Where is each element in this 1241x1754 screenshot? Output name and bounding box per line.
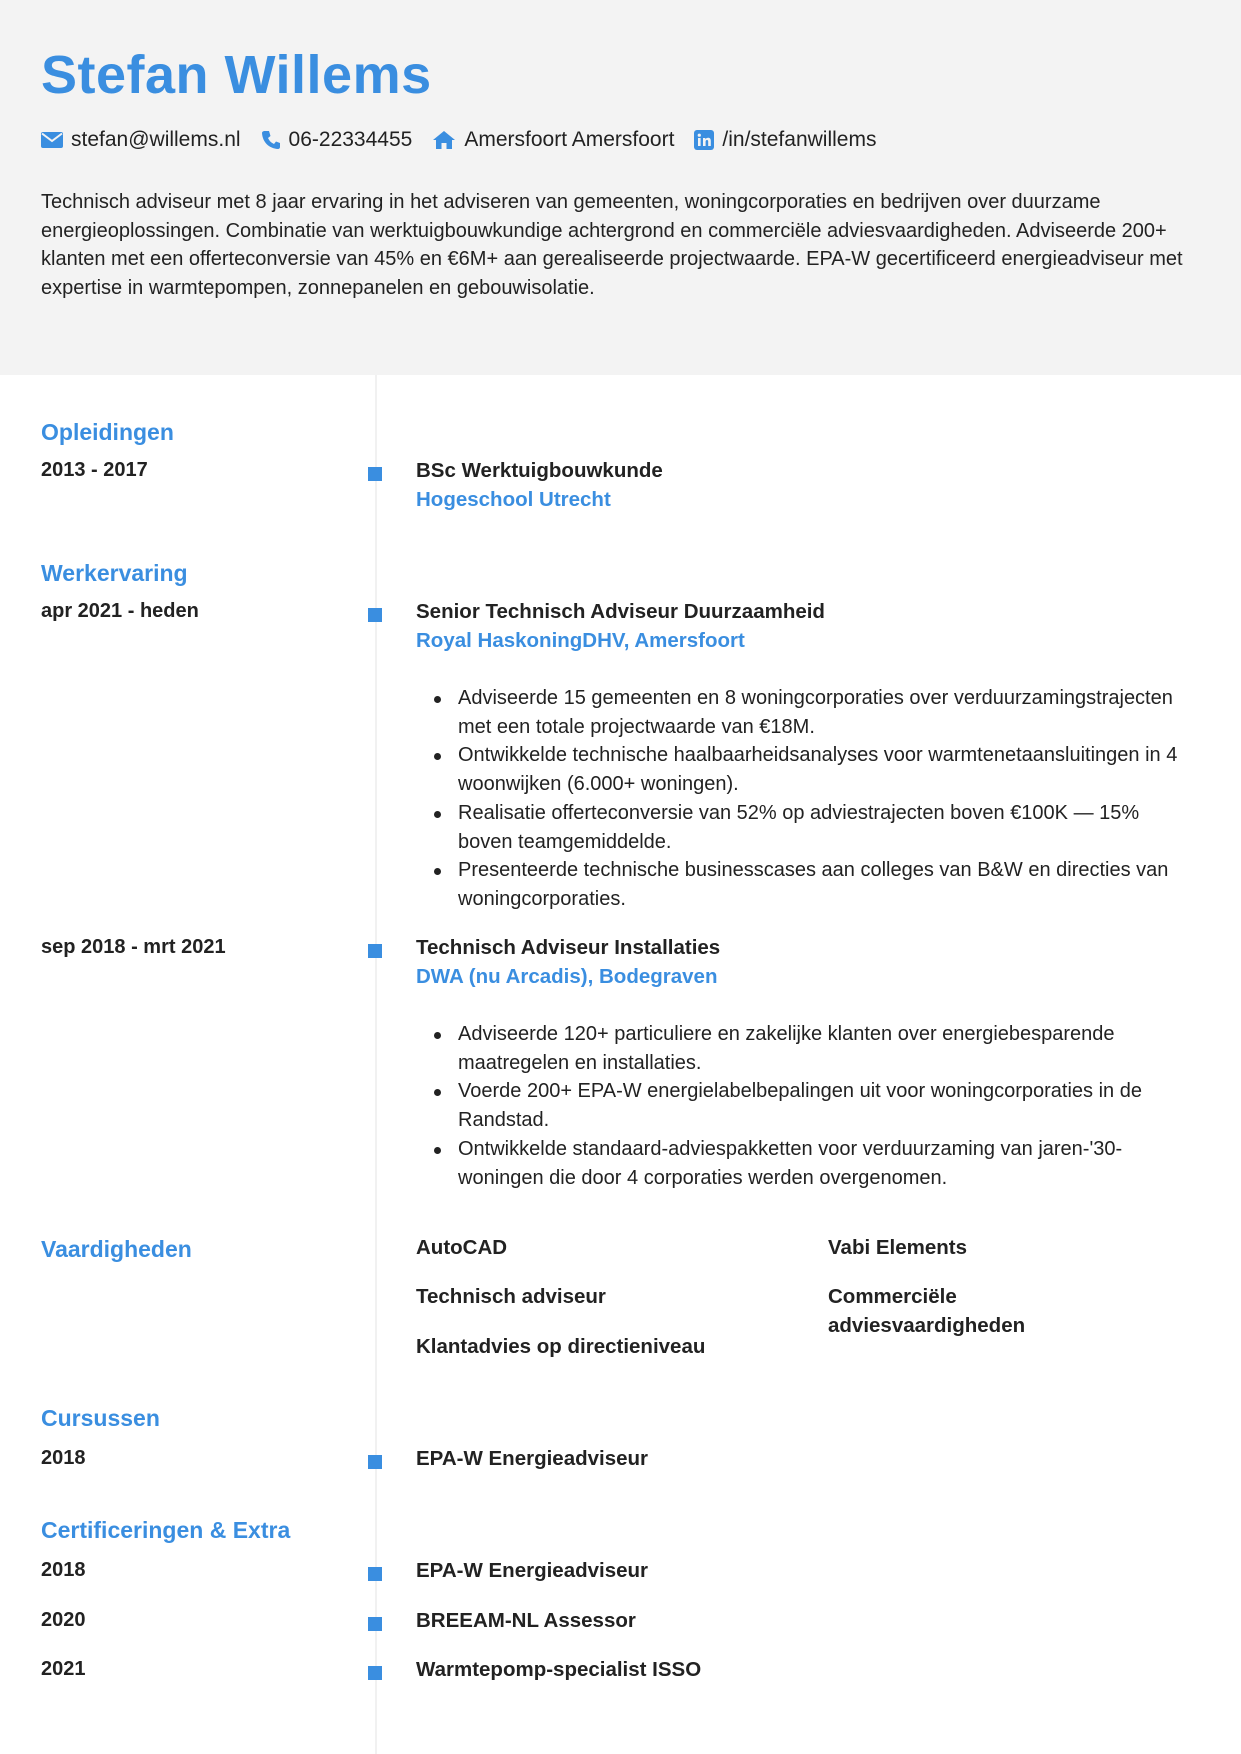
home-icon — [432, 130, 456, 150]
contact-location-text: Amersfoort Amersfoort — [464, 128, 675, 151]
list-item: Adviseerde 120+ particuliere en zakelijke klanten over energiebesparende maatregelen en installaties. — [416, 1020, 1196, 1077]
experience-role: Senior Technisch Adviseur Duurzaamheid — [416, 600, 825, 623]
section-title-education: Opleidingen — [41, 419, 174, 445]
experience-role: Technisch Adviseur Installaties — [416, 936, 721, 959]
contact-linkedin[interactable] — [694, 128, 876, 152]
list-item: Ontwikkelde standaard-adviespakketten voor verduurzaming van jaren-'30-woningen die door 4 corporaties werden overgenomen. — [416, 1135, 1196, 1192]
course-name: EPA-W Energieadviseur — [416, 1447, 649, 1470]
resume-header — [0, 0, 1241, 375]
education-degree: BSc Werktuigbouwkunde — [416, 459, 663, 482]
contact-bar — [41, 128, 896, 152]
experience-company: Royal HaskoningDHV, Amersfoort — [416, 629, 745, 652]
section-title-experience: Werkervaring — [41, 560, 188, 586]
experience-date: apr 2021 - heden — [41, 600, 199, 622]
certification-date: 2018 — [41, 1559, 86, 1581]
contact-phone[interactable] — [261, 128, 413, 152]
skill-item: AutoCAD — [416, 1236, 508, 1259]
certification-name: BREEAM-NL Assessor — [416, 1609, 636, 1632]
contact-linkedin-text: /in/stefanwillems — [722, 128, 877, 151]
section-title-courses: Cursussen — [41, 1405, 160, 1431]
timeline-marker — [368, 944, 382, 958]
list-item: Presenteerde technische businesscases aan colleges van B&W en directies van woningcorporaties. — [416, 856, 1196, 913]
contact-phone-text: 06-22334455 — [288, 128, 413, 151]
timeline-marker — [368, 1455, 382, 1469]
list-item: Voerde 200+ EPA-W energielabelbepalingen uit voor woningcorporaties in de Randstad. — [416, 1077, 1196, 1134]
skill-item: Vabi Elements — [828, 1236, 968, 1259]
contact-location — [432, 128, 674, 152]
list-item: Adviseerde 15 gemeenten en 8 woningcorporaties over verduurzamingstrajecten met een totale projectwaarde van €18M. — [416, 684, 1196, 741]
certification-name: EPA-W Energieadviseur — [416, 1559, 649, 1582]
timeline-marker — [368, 1617, 382, 1631]
experience-company: DWA (nu Arcadis), Bodegraven — [416, 965, 718, 988]
timeline-marker — [368, 1567, 382, 1581]
certification-date: 2021 — [41, 1658, 86, 1680]
course-date: 2018 — [41, 1447, 86, 1469]
timeline-marker — [368, 608, 382, 622]
envelope-icon — [41, 132, 63, 148]
timeline-marker — [368, 1666, 382, 1680]
certification-name: Warmtepomp-specialist ISSO — [416, 1658, 702, 1681]
phone-icon — [261, 130, 281, 150]
section-title-skills: Vaardigheden — [41, 1236, 192, 1262]
skill-item: Klantadvies op directieniveau — [416, 1335, 706, 1358]
list-item: Realisatie offerteconversie van 52% op adviestrajecten boven €100K — 15% boven teamgemiddelde. — [416, 799, 1196, 856]
skill-item: Technisch adviseur — [416, 1285, 606, 1308]
certification-date: 2020 — [41, 1609, 86, 1631]
education-school: Hogeschool Utrecht — [416, 488, 611, 511]
contact-email[interactable] — [41, 128, 241, 152]
experience-date: sep 2018 - mrt 2021 — [41, 936, 226, 958]
contact-email-text: stefan@willems.nl — [71, 128, 241, 151]
experience-bullets — [416, 1020, 1196, 1192]
skill-item: Commerciële adviesvaardigheden — [828, 1285, 1026, 1337]
linkedin-icon — [694, 130, 714, 150]
timeline-marker — [368, 467, 382, 481]
education-date: 2013 - 2017 — [41, 459, 148, 481]
candidate-name: Stefan Willems — [41, 45, 432, 105]
section-title-certifications: Certificeringen & Extra — [41, 1517, 291, 1543]
experience-bullets — [416, 684, 1196, 914]
list-item: Ontwikkelde technische haalbaarheidsanalyses voor warmtenetaansluitingen in 4 woonwijken (6.000+ woningen). — [416, 741, 1196, 798]
timeline-divider — [375, 375, 377, 1754]
profile-summary: Technisch adviseur met 8 jaar ervaring in het adviseren van gemeenten, woningcorporaties en bedrijven over duurzame energieoplossingen. Combinatie van werktuigbouwkundige achtergrond en commerciële adviesvaardigheden. Adviseerde 200+ klanten met een offerteconversie van 45% en €6M+ aan gerealiseerde projectwaarde. EPA-W gecertificeerd energieadviseur met expertise in warmtepompen, zonnepanelen en gebouwisolatie. — [41, 191, 1183, 299]
